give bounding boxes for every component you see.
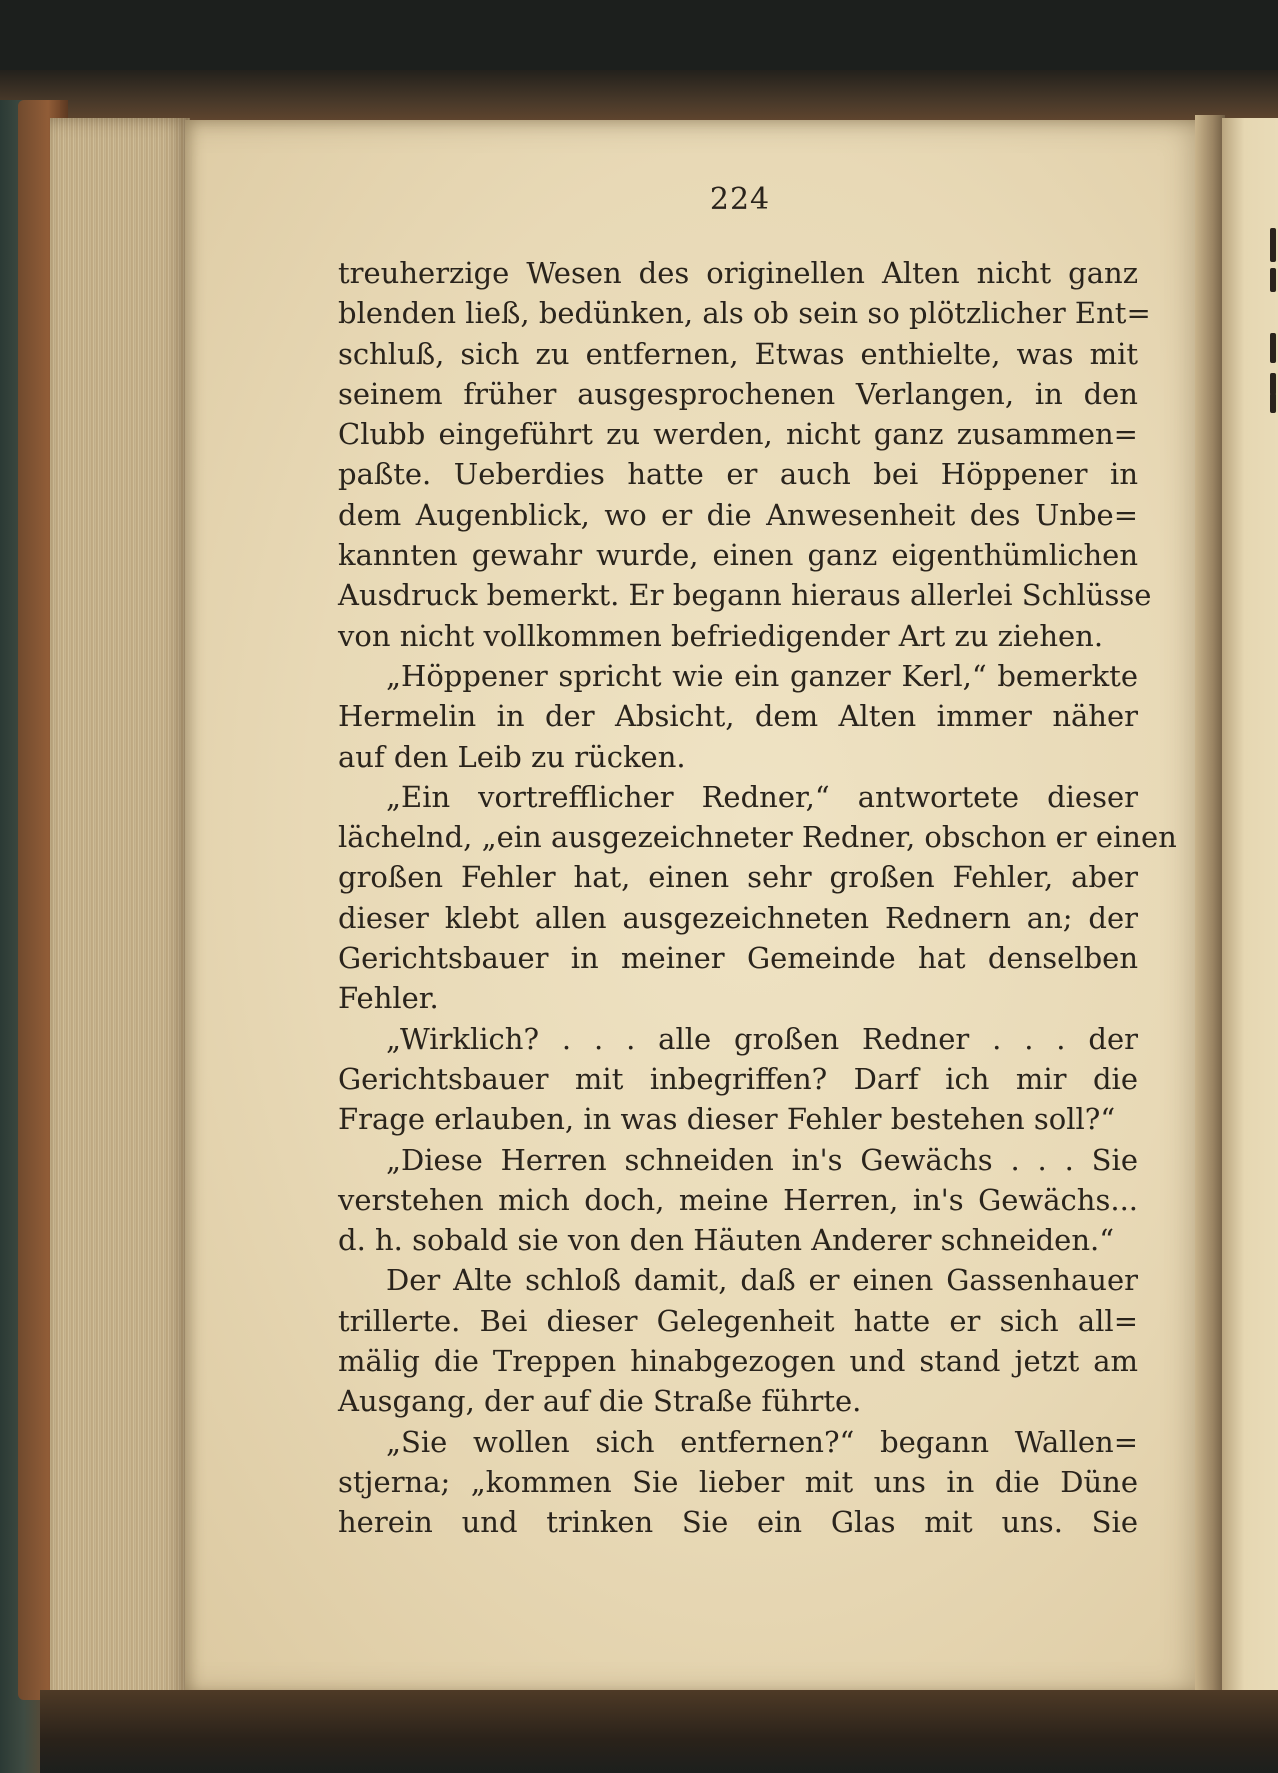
text-line: lächelnd, „ein ausgezeichneter Redner, obschon er einen [338, 820, 1177, 855]
text-line: stjerna; „kommen Sie lieber mit uns in die Düne [338, 1464, 1138, 1499]
text-line: Ausgang, der auf die Straße führte. [338, 1384, 862, 1419]
text-line: „Ein vortrefflicher Redner,“ antwortete dieser [386, 779, 1138, 814]
text-line: Der Alte schloß damit, daß er einen Gassenhauer [386, 1263, 1138, 1298]
text-line: „Diese Herren schneiden in's Gewächs . . . Sie [386, 1142, 1138, 1177]
facing-page-edge [1222, 118, 1278, 1698]
text-line: dieser klebt allen ausgezeichneten Rednern an; der [338, 900, 1138, 935]
text-line: paßte. Ueberdies hatte er auch bei Höppener in [338, 457, 1138, 492]
facing-page-glyph [1270, 268, 1276, 292]
text-line: herein und trinken Sie ein Glas mit uns. Sie [338, 1505, 1138, 1540]
text-line: treuherzige Wesen des originellen Alten nicht ganz [338, 256, 1138, 290]
text-line: Frage erlauben, in was dieser Fehler bestehen soll?“ [338, 1102, 1116, 1137]
text-line: von nicht vollkommen befriedigender Art zu ziehen. [338, 618, 1104, 653]
facing-page-glyph [1270, 373, 1276, 395]
text-line: auf den Leib zu rücken. [338, 739, 686, 774]
book-bottom-shadow [40, 1690, 1278, 1773]
page-edges [50, 118, 190, 1710]
book-gutter [1195, 115, 1225, 1705]
text-line: Clubb eingeführt zu werden, nicht ganz zusammen= [338, 417, 1138, 452]
text-line: dem Augenblick, wo er die Anwesenheit des Unbe= [338, 497, 1138, 532]
text-line: „Wirklich? . . . alle großen Redner . . . der [386, 1021, 1138, 1056]
page-number: 224 [709, 182, 771, 217]
text-line: verstehen mich doch, meine Herren, in's Gewächs... [338, 1182, 1138, 1217]
text-line: Hermelin in der Absicht, dem Alten immer näher [338, 699, 1138, 734]
facing-page-glyph [1270, 228, 1276, 262]
text-line: Fehler. [338, 981, 439, 1016]
text-line: trillerte. Bei dieser Gelegenheit hatte er sich all= [338, 1303, 1138, 1338]
text-lines [338, 253, 1177, 1543]
text-line: kannten gewahr wurde, einen ganz eigenthümlichen [338, 538, 1138, 573]
text-line: Gerichtsbauer mit inbegriffen? Darf ich mir die [338, 1061, 1138, 1096]
text-line: schluß, sich zu entfernen, Etwas enthielte, was mit [338, 336, 1138, 371]
text-line: d. h. sobald sie von den Häuten Anderer schneiden.“ [338, 1223, 1115, 1258]
text-line: seinem früher ausgesprochenen Verlangen, in den [338, 376, 1138, 411]
text-line: mälig die Treppen hinabgezogen und stand jetzt am [338, 1344, 1138, 1379]
text-line: Ausdruck bemerkt. Er begann hieraus allerlei Schlüsse [338, 578, 1152, 613]
facing-page-glyph [1270, 333, 1276, 363]
text-line: Gerichtsbauer in meiner Gemeinde hat denselben [338, 941, 1138, 976]
facing-page-glyph [1270, 393, 1276, 413]
text-line: „Höppener spricht wie ein ganzer Kerl,“ bemerkte [386, 658, 1138, 693]
text-line: „Sie wollen sich entfernen?“ begann Wallen= [386, 1424, 1138, 1459]
text-line: großen Fehler hat, einen sehr großen Fehler, aber [338, 860, 1138, 895]
text-line: blenden ließ, bedünken, als ob sein so plötzlicher Ent= [338, 296, 1151, 331]
